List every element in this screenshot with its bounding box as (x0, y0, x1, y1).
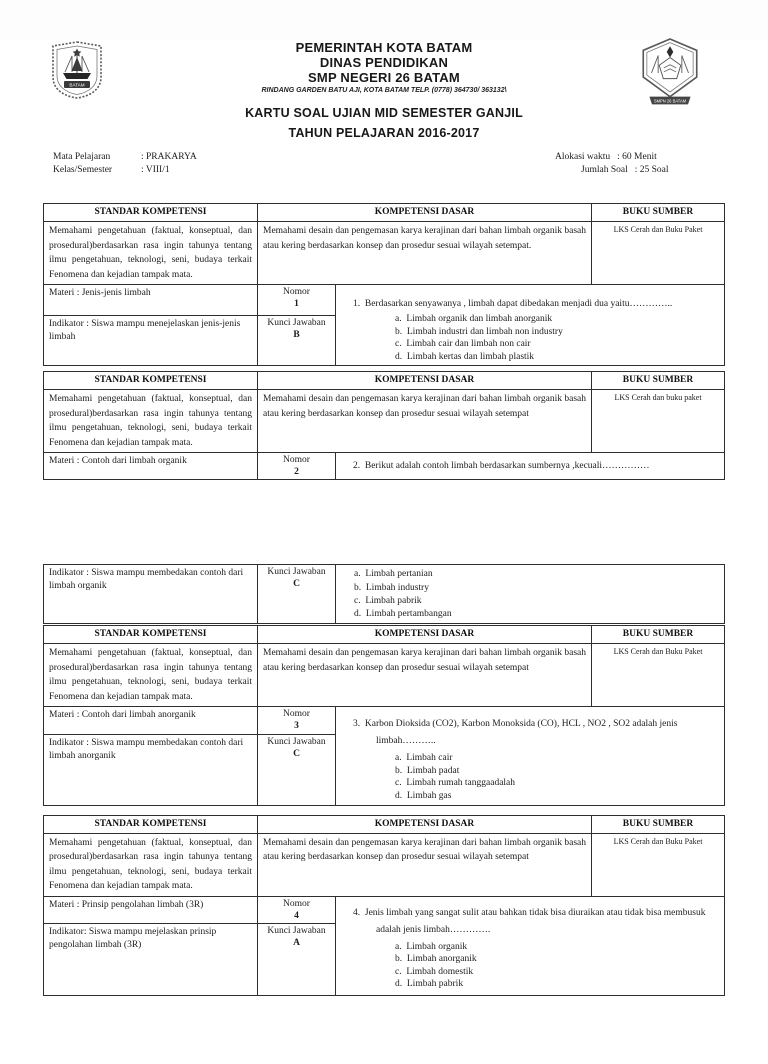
meta-duration-row (555, 151, 669, 164)
kartu-soal-1 (43, 203, 725, 366)
meta-count-value: : 25 Soal (634, 165, 669, 175)
kunci-label: Kunci Jawaban (267, 567, 326, 578)
nomor-cell (258, 285, 336, 316)
left-logo-banner-text: BATAM (69, 82, 85, 88)
option-b: b. Limbah anorganik (395, 954, 477, 965)
government-line-1: PEMERINTAH KOTA BATAM (295, 40, 473, 55)
option-a: a. Limbah cair (395, 753, 453, 764)
indikator-text: Indikator : Siswa mampu membedakan contoh dari limbah organik (44, 565, 258, 624)
buku-sumber-text: LKS Cerah dan Buku Paket (592, 644, 725, 707)
option-c: c. Limbah cair dan limbah non cair (395, 339, 531, 350)
answer-options (336, 313, 720, 363)
nomor-value: 1 (294, 299, 299, 309)
kunci-label: Kunci Jawaban (267, 925, 326, 936)
kunci-value: B (293, 329, 300, 340)
kompetensi-dasar-text: Memahami desain dan pengemasan karya kerajinan dari bahan limbah organik basah atau kering berdasarkan konsep dan prosedur sesuai wilayah setempat (258, 390, 592, 453)
kunci-cell (258, 734, 336, 805)
document-page (0, 40, 768, 1064)
meta-class-label: Kelas/Semester (53, 165, 113, 175)
header-kompetensi-dasar: KOMPETENSI DASAR (258, 204, 592, 222)
meta-class-row (53, 164, 197, 177)
option-d: d. Limbah pabrik (395, 979, 464, 990)
exam-meta-right (555, 151, 669, 177)
exam-meta-left (53, 151, 197, 177)
nomor-value: 2 (294, 467, 299, 478)
indikator-text: Indikator : Siswa mampu membedakan contoh dari limbah anorganik (44, 734, 258, 805)
header-standar-kompetensi: STANDAR KOMPETENSI (44, 204, 258, 222)
batam-city-crest-icon (51, 40, 103, 100)
option-c: c. Limbah pabrik (354, 595, 422, 606)
question-cell (336, 896, 725, 995)
standar-kompetensi-text: Memahami pengetahuan (faktual, konseptual, dan prosedural)berdasarkan rasa ingin tahunya tentang ilmu pengetahuan, teknologi, seni, budaya terkait Fenomena dan kejadian tampak mata. (44, 833, 258, 896)
option-b: b. Limbah industri dan limbah non industry (395, 326, 563, 337)
materi-text: Materi : Contoh dari limbah anorganik (44, 707, 258, 734)
indikator-text: Indikator: Siswa mampu mejelaskan prinsip pengolahan limbah (3R) (44, 923, 258, 995)
kartu-soal-3 (43, 625, 725, 805)
meta-count-label: Jumlah Soal (581, 165, 628, 175)
smpn-26-batam-crest-icon (641, 38, 699, 110)
option-d: d. Limbah gas (395, 790, 452, 801)
buku-sumber-text: LKS Cerah dan Buku Paket (592, 833, 725, 896)
nomor-cell (258, 896, 336, 923)
meta-count-row (555, 164, 669, 177)
header-buku-sumber: BUKU SUMBER (592, 372, 725, 390)
answer-options (336, 752, 720, 802)
option-d: d. Limbah pertambangan (354, 608, 452, 619)
question-text: 3. Karbon Dioksida (CO2), Karbon Monoksida (CO), HCL , NO2 , SO2 adalah jenis limbah……….. (353, 719, 680, 747)
kunci-cell (258, 923, 336, 995)
kunci-label: Kunci Jawaban (267, 317, 326, 328)
header-kompetensi-dasar: KOMPETENSI DASAR (258, 372, 592, 390)
kunci-cell (258, 315, 336, 365)
nomor-label: Nomor (283, 709, 310, 720)
nomor-cell (258, 453, 336, 480)
nomor-label: Nomor (283, 287, 310, 297)
question-cell (336, 707, 725, 805)
indikator-text: Indikator : Siswa mampu menejelaskan jenis-jenis limbah (44, 315, 258, 365)
nomor-value: 4 (294, 910, 299, 921)
kompetensi-dasar-text: Memahami desain dan pengemasan karya kerajinan dari bahan limbah organik basah atau kering berdasarkan konsep dan prosedur sesuai wilayah setempat. (258, 222, 592, 285)
school-address: RINDANG GARDEN BATU AJI, KOTA BATAM TELP. (0778) 364730/ 363132\ (261, 87, 507, 94)
kompetensi-dasar-text: Memahami desain dan pengemasan karya kerajinan dari bahan limbah organik basah atau kering berdasarkan konsep dan prosedur sesuai wilayah setempat (258, 833, 592, 896)
meta-subject-row (53, 151, 197, 164)
question-cell (336, 285, 725, 366)
meta-subject-value: : PRAKARYA (141, 152, 197, 162)
kunci-value: C (293, 579, 300, 590)
option-a: a. Limbah organik (395, 941, 468, 952)
header-buku-sumber: BUKU SUMBER (592, 626, 725, 644)
option-b: b. Limbah padat (395, 765, 460, 776)
document-title-line-1: KARTU SOAL UJIAN MID SEMESTER GANJIL (245, 106, 523, 120)
standar-kompetensi-text: Memahami pengetahuan (faktual, konseptual, dan prosedural)berdasarkan rasa ingin tahunya tentang ilmu pengetahuan, teknologi, seni, budaya terkait Fenomena dan kejadian tampak mata. (44, 390, 258, 453)
kartu-soal-2-continuation (43, 564, 725, 624)
nomor-cell (258, 707, 336, 734)
kartu-soal-4 (43, 815, 725, 996)
kunci-label: Kunci Jawaban (267, 736, 326, 747)
standar-kompetensi-text: Memahami pengetahuan (faktual, konseptual, dan prosedural)berdasarkan rasa ingin tahunya tentang ilmu pengetahuan, teknologi, seni, budaya terkait Fenomena dan kejadian tampak mata. (44, 222, 258, 285)
option-a: a. Limbah pertanian (354, 569, 433, 580)
buku-sumber-text: LKS Cerah dan buku paket (592, 390, 725, 453)
exam-meta (43, 151, 725, 179)
nomor-value: 3 (294, 721, 299, 732)
header-kompetensi-dasar: KOMPETENSI DASAR (258, 626, 592, 644)
nomor-label: Nomor (283, 455, 310, 466)
header-standar-kompetensi: STANDAR KOMPETENSI (44, 626, 258, 644)
question-text: 4. Jenis limbah yang sangat sulit atau bahkan tidak bisa diuraikan atau tidak bisa membusuk adalah jenis limbah…………. (353, 907, 708, 935)
letterhead (43, 40, 725, 141)
question-text: 1. Berdasarkan senyawanya , limbah dapat dibedakan menjadi dua yaitu………….. (353, 299, 673, 309)
option-c: c. Limbah rumah tanggaadalah (395, 778, 516, 789)
option-d: d. Limbah kertas dan limbah plastik (395, 351, 535, 362)
answer-options (336, 941, 720, 991)
meta-class-value: : VIII/1 (141, 165, 170, 175)
materi-text: Materi : Contoh dari limbah organik (44, 453, 258, 480)
option-c: c. Limbah domestik (395, 966, 474, 977)
answer-options-cell (336, 565, 725, 624)
kunci-value: C (293, 748, 300, 759)
kompetensi-dasar-text: Memahami desain dan pengemasan karya kerajinan dari bahan limbah organik basah atau kering berdasarkan konsep dan prosedur sesuai wilayah setempat (258, 644, 592, 707)
document-title-line-2: TAHUN PELAJARAN 2016-2017 (288, 126, 480, 140)
question-cell (336, 453, 725, 480)
header-buku-sumber: BUKU SUMBER (592, 204, 725, 222)
option-b: b. Limbah industry (354, 582, 429, 593)
nomor-label: Nomor (283, 898, 310, 909)
kunci-value: A (293, 937, 300, 948)
kunci-cell (258, 565, 336, 624)
option-a: a. Limbah organik dan limbah anorganik (395, 314, 553, 324)
meta-duration-label: Alokasi waktu (555, 152, 611, 162)
meta-duration-value: : 60 Menit (617, 152, 657, 162)
header-buku-sumber: BUKU SUMBER (592, 815, 725, 833)
materi-text: Materi : Prinsip pengolahan limbah (3R) (44, 896, 258, 923)
header-standar-kompetensi: STANDAR KOMPETENSI (44, 372, 258, 390)
government-line-2: DINAS PENDIDIKAN (319, 55, 449, 70)
buku-sumber-text: LKS Cerah dan Buku Paket (592, 222, 725, 285)
kartu-soal-2 (43, 371, 725, 480)
meta-subject-label: Mata Pelajaran (53, 152, 111, 162)
question-text: 2. Berikut adalah contoh limbah berdasarkan sumbernya ,kecuali…………… (353, 461, 650, 472)
school-name: SMP NEGERI 26 BATAM (308, 70, 460, 85)
header-kompetensi-dasar: KOMPETENSI DASAR (258, 815, 592, 833)
header-standar-kompetensi: STANDAR KOMPETENSI (44, 815, 258, 833)
right-logo-banner-text: SMPN 26 BATAM (653, 98, 687, 104)
answer-options (336, 566, 720, 621)
materi-text: Materi : Jenis-jenis limbah (44, 285, 258, 316)
standar-kompetensi-text: Memahami pengetahuan (faktual, konseptual, dan prosedural)berdasarkan rasa ingin tahunya tentang ilmu pengetahuan, teknologi, seni, budaya terkait Fenomena dan kejadian tampak mata. (44, 644, 258, 707)
